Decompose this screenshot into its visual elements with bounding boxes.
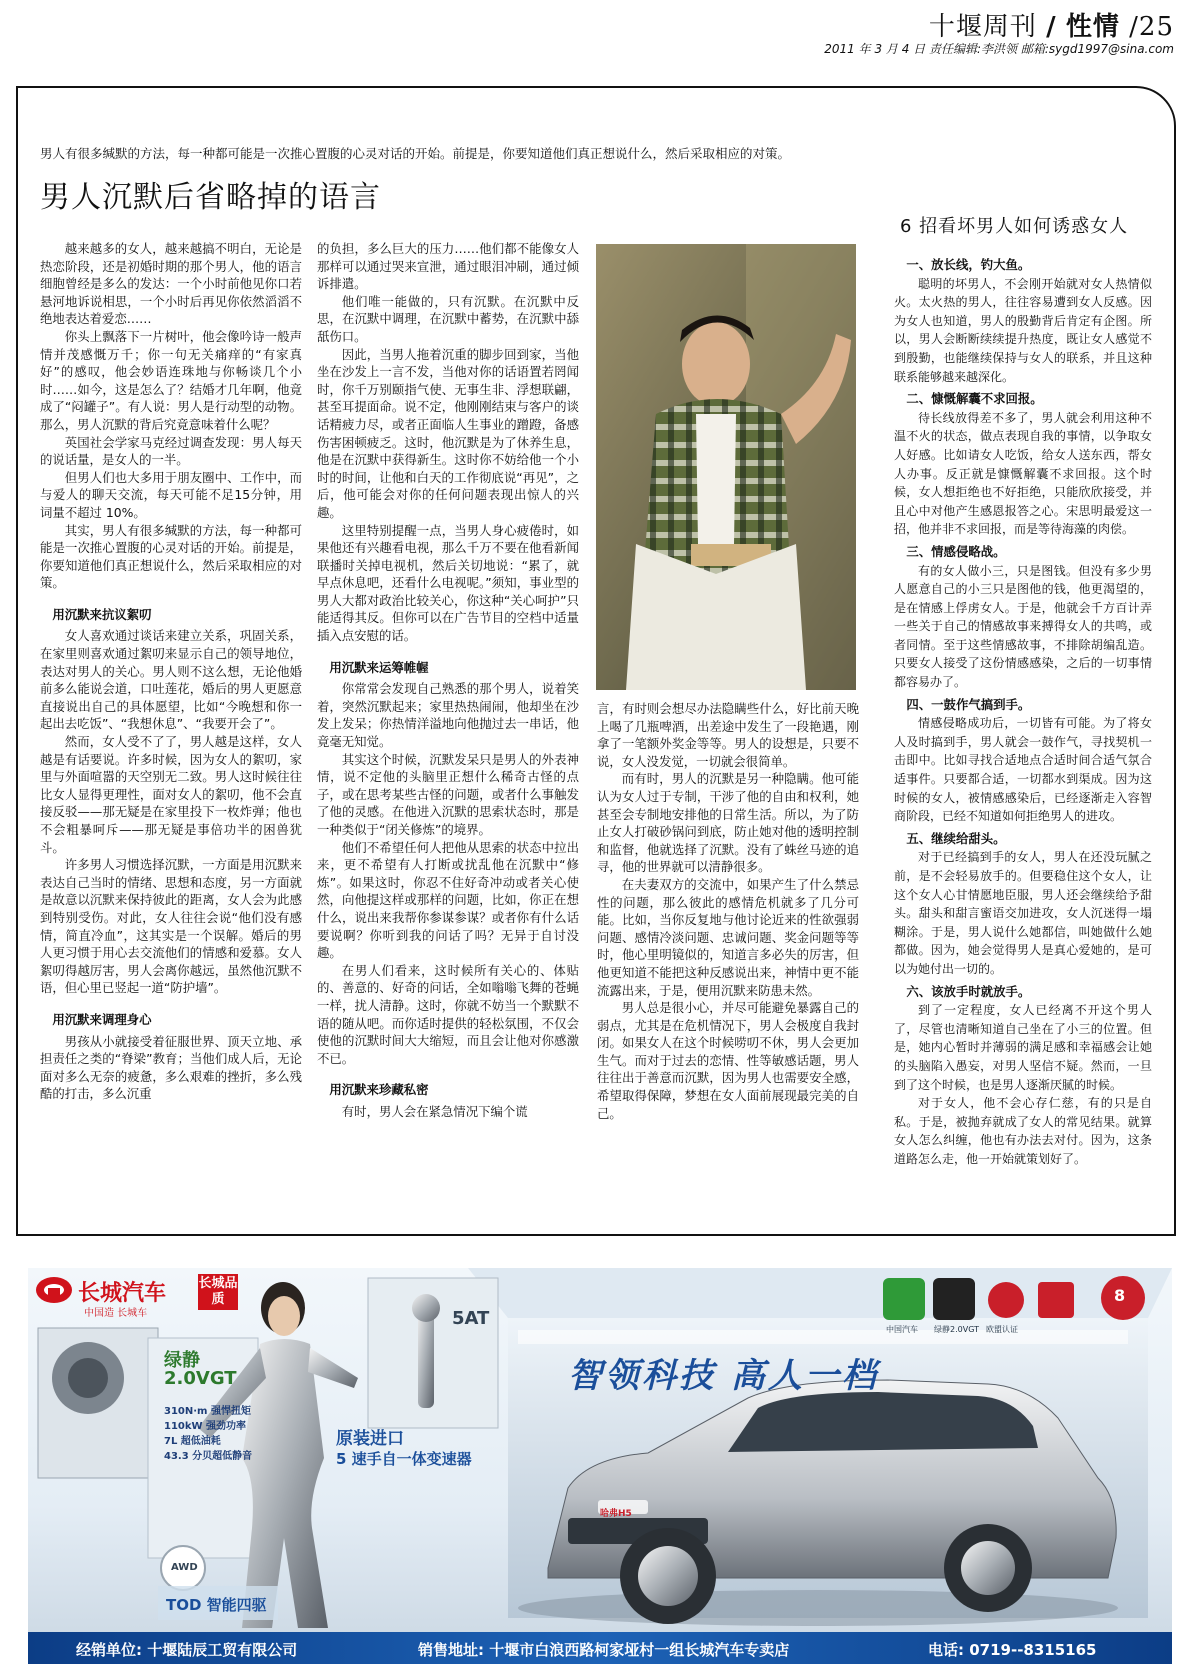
award-badge-1: 中国汽车 [886,1325,918,1334]
paragraph: 因此，当男人拖着沉重的脚步回到家，当他坐在沙发上一言不发，当他对你的话语置若罔闻时，你千万别颐指气使、无事生非、浮想联翩，甚至耳提面命。说不定，他刚刚结束与客户的谈话精疲力尽，或者正面临人生事业的蹭蹬，备感伤害困顿疲乏。这时，他沉默是为了休养生息，他是在沉默中获得新生。这时你不妨给他一个小时的时间，让他和白天的工作彻底说“再见”，之后，他可能会对你的任何问题表现出惊人的兴趣。 [317,346,579,520]
address-text: 十堰市白浪西路柯家垭村一组长城汽车专卖店 [489,1641,790,1659]
ad-slogan: 智领科技 高人一档 [568,1356,879,1396]
paragraph: 这里特别提醒一点，当男人身心疲倦时，如果他还有兴趣看电视，那么千万不要在他看新闻联播时关掉电视机，然后关切地说：“累了，就早点休息吧，还看什么电视呢。”须知，事业型的男人大都对政治比较关心，你这种“关心呵护”只能适得其反。但你可以在广告节目的空档中适量插入点安慰的话。 [317,522,579,644]
award-badge-3: 欧盟认证 [986,1325,1018,1334]
sidebar-paragraph: 对于女人，他不会心存仁慈，有的只是自私。于是，被抛弃就成了女人的常见结果。就算女人怎么纠缠，他也有办法去对付。因为，这条道路怎么走，他一开始就策划好了。 [894,1096,1152,1166]
phone-number: 0719--8315165 [969,1641,1097,1659]
phone-label: 电话: [928,1641,964,1659]
sidebar-heading: 二、慷慨解囊不求回报。 [906,391,1043,407]
brand-name: 长城汽车 [78,1281,167,1306]
subheading: 用沉默来抗议絮叨 [52,606,152,622]
sidebar-heading: 五、继续给甜头。 [906,830,1006,846]
sidebar-paragraph: 有的女人做小三，只是图钱。但没有多少男人愿意自己的小三只是图他的钱，他更渴望的，是在情感上俘虏女人。于是，他就会千方百计弄一些关于自己的情感故事来搏得女人的共鸣，或者同情。至于这些情感故事，不排除胡编乱造。只要女人接受了这份情感感染，之后的一切事情都容易办了。 [894,563,1152,690]
address-info [418,1639,789,1660]
sidebar-heading: 六、该放手时就放手。 [906,983,1031,999]
paragraph: 然而，女人受不了了，男人越是这样，女人越是有话要说。许多时候，因为女人的絮叨，家里与外面喧嚣的天空别无二致。男人这时候往往比女人显得更理性，面对女人的絮叨，他不会直接反驳——那无疑是在家里投下一枚炸弹；他也不会粗暴呵斥——那无疑是事倍功半的困兽犹斗。 [40,734,302,855]
spec-fuel: 7L 超低油耗 [164,1436,221,1447]
import-line-1: 原装进口 [336,1429,404,1449]
sidebar-paragraph: 待长线放得差不多了，男人就会利用这种不温不火的状态，做点表现自我的事情，以争取女人好感。比如请女人吃饭，给女人送东西，帮女人办事。反正就是慷慨解囊不求回报。这个时候，女人想拒绝也不好拒绝，只能欣欣接受，并且心中对他产生感恩报答之心。宋思明最爱这一招，他并非不求回报，而是等待海藻的肉偿。 [894,410,1152,537]
paragraph: 你常常会发现自己熟悉的那个男人，说着笑着，突然沉默起来；家里热热闹闹，他却坐在沙发上发呆；你热情洋溢地向他抛过去一串话，他竟毫无知觉。 [317,681,579,750]
paragraph: 其实，男人有很多缄默的方法，每一种都可能是一次推心置腹的心灵对话的开始。前提是，你要知道他们真正想说什么，然后采取相应的对策。 [40,522,302,591]
paragraph: 他们不希望任何人把他从思索的状态中拉出来，更不希望有人打断或扰乱他在沉默中“修炼”。如果这时，你忍不住好奇冲动或者关心使然，向他提这样或那样的问题，比如，你正在想什么，说出来我帮你参谋参谋？或者你有什么话要说啊？你听到我的问话了吗？无异于自讨没趣。 [317,839,579,961]
transmission-label: 5AT [452,1308,490,1329]
sidebar-heading: 三、情感侵略战。 [906,543,1006,559]
article-column-3 [597,700,859,1225]
paragraph: 有时，男人会在紧急情况下编个谎 [341,1103,528,1119]
dealer-label: 经销单位: [76,1641,142,1659]
man-photo [596,244,856,690]
paragraph: 的负担，多么巨大的压力……他们都不能像女人那样可以通过哭来宣泄，通过眼泪冲刷，通过倾诉排遣。 [317,241,579,292]
sidebar-paragraph: 情感侵略成功后，一切皆有可能。为了将女人及时搞到手，男人就会一鼓作气，寻找契机一击即中。比如寻找合适地点合适时间合适气氛合适事件。只要都合适，一切都水到渠成。因为这时候的女人，被情感感染后，已经逐渐走入容智商阶段，已经不知道如何拒绝男人的进攻。 [894,716,1152,824]
sidebar-heading: 四、一鼓作气搞到手。 [906,696,1031,712]
paragraph: 而有时，男人的沉默是另一种隐瞒。他可能认为女人过于专制，干涉了他的自由和权利，她甚至会专制地安排他的日常生活。所以，为了防止女人打破砂锅问到底，防止她对他的透明控制和监督，他就选择了沉默。没有了蛛丝马迹的追寻，他的世界就可以清静很多。 [597,771,859,875]
phone-info [928,1639,1097,1660]
sidebar-body [894,252,1152,1169]
lead-text: 男人有很多缄默的方法，每一种都可能是一次推心置腹的心灵对话的开始。前提是，你要知道他们真正想说什么，然后采取相应的对策。 [40,146,791,161]
subheading: 用沉默来运筹帷幄 [329,659,429,675]
paragraph: 但男人们也大多用于朋友圈中、工作中，而与爱人的聊天交流，每天可能不足15分钟，用词量不超过 10%。 [40,469,302,520]
tod-label: TOD 智能四驱 [166,1596,267,1614]
paragraph: 越来越多的女人，越来越搞不明白，无论是热恋阶段，还是初婚时期的那个男人，他的语言细胞曾经是多么的发达：一个小时前他见你口若悬河地诉说相思，一个小时后再见你依然滔滔不绝地表达着爱恋…… [40,241,302,327]
dealer-info-bar [28,1632,1172,1664]
subheading: 用沉默来珍藏私密 [329,1082,429,1098]
masthead [0,0,1200,62]
sidebar-title: 6 招看坏男人如何诱惑女人 [900,216,1129,237]
sidebar-paragraph: 对于已经搞到手的女人，男人在还没玩腻之前，是不会轻易放手的。但要稳住这个女人，让这个女人心甘情愿地臣服，男人还会继续给予甜头。甜头和甜言蜜语交加进攻，女人沉迷得一塌糊涂。于是，男人说什么她都信，叫她做什么她都做。因为，她会觉得男人是真心爱她的，是可以为她付出一切的。 [894,850,1152,976]
dealer-info [76,1639,297,1660]
paragraph: 你头上飘落下一片树叶，他会像吟诗一般声情并茂感慨万千；你一句无关痛痒的“有家真好”的感叹，他会妙语连珠地与你畅谈几个小时……如今，这是怎么了？结婚才几年啊，他竟成了“闷罐子”。有人说：男人是行动型的动物。那么，男人沉默的背后究竟意味着什么呢？ [40,328,302,432]
import-line-2: 5 速手自一体变速器 [336,1450,472,1468]
sidebar-paragraph: 到了一定程度，女人已经离不开这个男人了，尽管也清晰知道自己坐在了小三的位置。但是，她内心暂时并薄弱的满足感和幸福感会让她的头脑陷入愚妄，对男人坚信不疑。然而，一旦到了这个时候，也是男人逐渐厌腻的时候。 [894,1003,1152,1092]
award-badge-4: 8 [1114,1286,1126,1305]
paragraph: 男孩从小就接受着征服世界、顶天立地、承担责任之类的“脊梁”教育；当他们成人后，无论面对多么无奈的疲惫，多么艰难的挫折，多么残酷的打击，多么沉重 [40,1033,302,1102]
masthead-info: 2011 年 3 月 4 日 责任编辑:李洪领 邮箱:sygd1997@sina.com [824,42,1174,56]
paragraph: 女人喜欢通过谈话来建立关系，巩固关系，在家里则喜欢通过絮叨来显示自己的领导地位，表达对男人的关心。男人则不这么想，无论他婚前多么能说会道，口吐莲花，婚后的男人更愿意直接说出自己的具体愿望，比如“今晚想和你一起出去吃饭”、“我想休息”、“我要开会了”。 [40,628,302,732]
article-column-2 [317,240,579,1225]
quality-badge: 长城品质 [198,1274,238,1310]
paragraph: 英国社会学家马克经过调查发现：男人每天的说话量，是女人的一半。 [40,434,302,468]
sidebar-article [886,200,1156,1230]
spec-torque: 310N·m 强悍扭矩 [164,1406,251,1417]
paragraph: 其实这个时候，沉默发呆只是男人的外表神情，说不定他的头脑里正想什么稀奇古怪的点子，或在思考某些古怪的问题，或者什么事触发了他的灵感。在他进入沉默的思索状态时，那是一种类似于“闭关修炼”的境界。 [317,751,579,837]
paragraph: 他们唯一能做的，只有沉默。在沉默中反思，在沉默中调理，在沉默中蓄势，在沉默中舔舐伤口。 [317,293,579,344]
award-badge-2: 绿静2.0VGT [934,1325,979,1334]
page-number: /25 [1129,12,1174,42]
section-name: 性情 [1065,12,1120,42]
spec-power: 110kW 强劲功率 [164,1421,247,1432]
paragraph: 言，有时则会想尽办法隐瞒些什么，好比前天晚上喝了几瓶啤酒，出差途中发生了一段艳遇，刚拿了一笔额外奖金等等。男人的设想是，只要不说，女人没发觉，一切就会很简单。 [597,701,859,769]
article-column-1 [40,240,302,1225]
engine-title: 绿静 [164,1350,200,1371]
awd-label: AWD [171,1562,198,1573]
sidebar-paragraph: 聪明的坏男人，不会刚开始就对女人热情似火。太火热的男人，往往容易遭到女人反感。因为女人也知道，男人的殷勤背后肯定有企图。所以，男人会断断续续提升热度，既让女人感觉不到殷勤，也能继续保持与女人的联系，并且这种联系能够越来越深化。 [894,276,1152,384]
paragraph: 许多男人习惯选择沉默，一方面是用沉默来表达自己当时的情绪、思想和态度，另一方面就是故意以沉默来保持彼此的距离，女人会为此感到特别受伤。对此，女人往往会说“他们没有感情，简直冷血”，这其实是一个误解。婚后的男人更习惯于用心去交流他们的情感和爱慕。女人絮叨得越厉害，男人会离你越远，虽然他沉默不语，但心里已竖起一道“防护墙”。 [40,857,302,996]
paragraph: 在夫妻双方的交流中，如果产生了什么禁忌性的问题，那么彼此的感情危机就多了几分可能。比如，当你反复地与他讨论近来的性欲强弱问题、感情冷淡问题、忠诚问题、奖金问题等等时，他心里明镜似的，知道言多必失的厉害，但他更知道不能把这种反感说出来，神情中更不能流露出来，于是，便用沉默来防患未然。 [597,876,859,998]
spec-noise: 43.3 分贝超低静音 [164,1451,253,1462]
paragraph: 在男人们看来，这时候所有关心的、体贴的、善意的、好奇的问话，全如嗡嗡飞舞的苍蝇一样，扰人清静。这时，你就不妨当一个默默不语的随从吧。而你适时提供的轻松氛围，不仅会使他的沉默时间大大缩短，而且会让他对你感激不已。 [317,962,579,1066]
masthead-title: 十堰周刊 / 性情 /25 [928,12,1174,42]
paragraph: 男人总是很小心，并尽可能避免暴露自己的弱点，尤其是在危机情况下，男人会极度自我封闭。如果女人在这个时候唠叨不休，男人会更加生气。而对于过去的恋情、性等敏感话题，男人往往出于善意而沉默，因为男人也需要安全感，希望取得保障，梦想在女人面前展现最完美的自己。 [597,1000,859,1121]
address-label: 销售地址: [418,1641,484,1659]
man-photo-illustration [596,244,856,690]
paper-name: 十堰周刊 [928,12,1037,42]
dealer-name: 十堰陆辰工贸有限公司 [147,1641,298,1659]
car-advertisement [28,1268,1172,1664]
brand-subtitle: 中国造 长城车 [84,1308,148,1319]
subheading: 用沉默来调理身心 [52,1011,152,1027]
headline: 男人沉默后省略掉的语言 [40,180,381,215]
car-model-plate: 哈弗H5 [600,1509,632,1519]
sidebar-heading: 一、放长线，钓大鱼。 [906,257,1031,272]
engine-model: 2.0VGT [164,1368,237,1389]
engine-specs [164,1404,252,1464]
